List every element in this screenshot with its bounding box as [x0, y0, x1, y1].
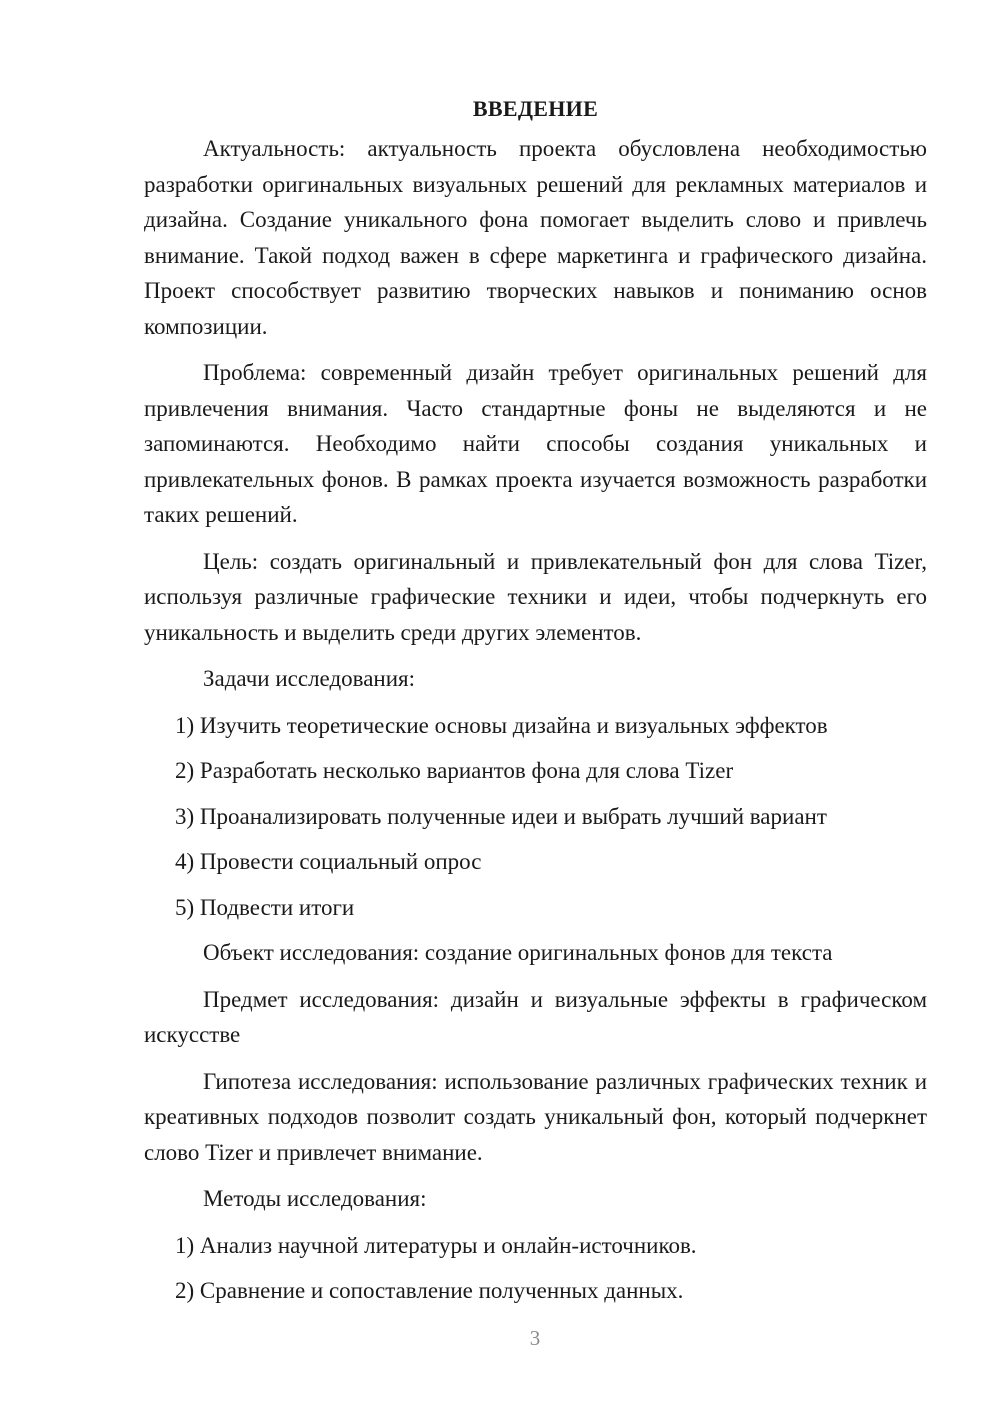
method-item: 2) Сравнение и сопоставление полученных данных.: [175, 1278, 684, 1303]
subject-paragraph: Предмет исследования: дизайн и визуальные эффекты в графическом искусстве: [144, 986, 927, 1047]
tasks-list: [144, 708, 927, 926]
task-item: 5) Подвести итоги: [175, 894, 355, 920]
page-number: 3: [529, 1326, 541, 1350]
task-item: 3) Проанализировать полученные идеи и выбрать лучший вариант: [175, 803, 827, 829]
goal-paragraph: Цель: создать оригинальный и привлекательный фон для слова Tizer, используя различные графические техники и идеи, чтобы подчеркнуть его уникальность и выделить среди других элементов.: [144, 548, 927, 645]
object-paragraph: Объект исследования: создание оригинальных фонов для текста: [203, 940, 833, 965]
document-page: [144, 96, 927, 1319]
task-item: 2) Разработать несколько вариантов фона для слова Tizer: [175, 758, 734, 783]
relevance-paragraph: Актуальность: актуальность проекта обусловлена необходимостью разработки оригинальных визуальных решений для рекламных материалов и дизайна. Создание уникального фона помогает выделить слово и привлечь внимание. Такой подход важен в сфере маркетинга и графического дизайна. Проект способствует развитию творческих навыков и пониманию основ композиции.: [144, 136, 927, 339]
hypothesis-paragraph: Гипотеза исследования: использование различных графических техник и креативных подходов позволит создать уникальный фон, который подчеркнет слово Tizer и привлечет внимание.: [144, 1068, 927, 1165]
task-item: 4) Провести социальный опрос: [175, 849, 482, 874]
methods-list: [144, 1228, 927, 1309]
section-title: ВВЕДЕНИЕ: [472, 96, 599, 121]
task-item: 1) Изучить теоретические основы дизайна и визуальных эффектов: [175, 712, 828, 738]
methods-heading: Методы исследования:: [203, 1186, 427, 1211]
method-item: 1) Анализ научной литературы и онлайн-источников.: [175, 1232, 697, 1258]
tasks-heading: Задачи исследования:: [203, 666, 416, 691]
problem-paragraph: Проблема: современный дизайн требует оригинальных решений для привлечения внимания. Часто стандартные фоны не выделяются и не запоминаются. Необходимо найти способы создания уникальных и привлекательных фонов. В рамках проекта изучается возможность разработки таких решений.: [144, 360, 927, 527]
